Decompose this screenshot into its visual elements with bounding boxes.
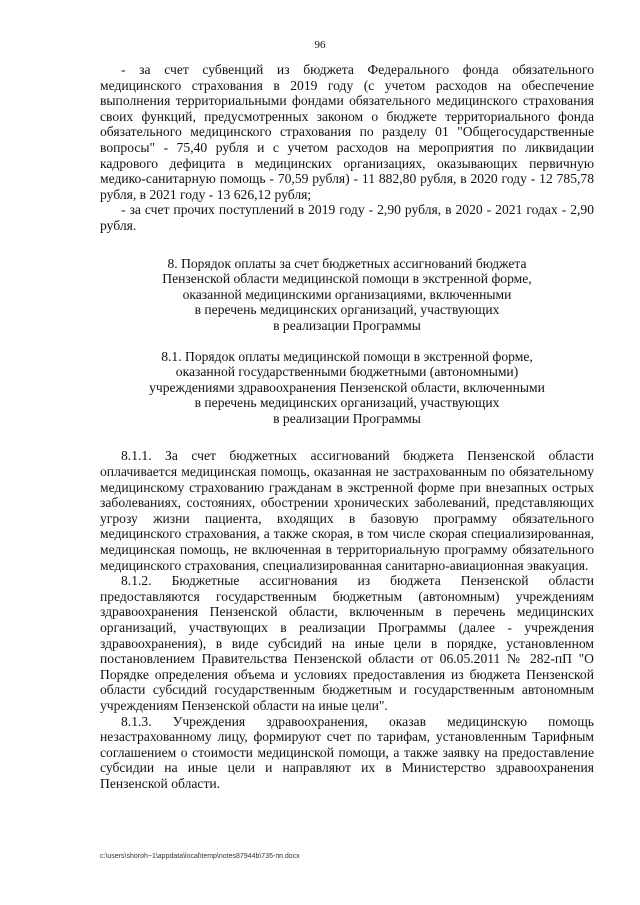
document-body	[100, 62, 594, 792]
paragraph-subventions: - за счет субвенций из бюджета Федерального фонда обязательного медицинского страхования в 2019 году (с учетом расходов на обеспечение выполнения территориальными фондами обязательного медицинского страхования своих функций, предусмотренных законом о бюджете территориального фонда обязательного медицинского страхования по разделу 01 "Общегосударственные вопросы" - 75,40 рубля и с учетом расходов на мероприятия по ликвидации кадрового дефицита в медицинских организациях, оказывающих первичную медико-санитарную помощь - 70,59 рубля) - 11 882,80 рубля, в 2020 году - 12 785,78 рубля, в 2021 году - 13 626,12 рубля;	[100, 62, 594, 202]
heading-line: в реализации Программы	[273, 317, 421, 333]
section-heading-8	[100, 256, 594, 334]
heading-line: 8. Порядок оплаты за счет бюджетных ассигнований бюджета	[167, 255, 527, 271]
heading-line: Пензенской области медицинской помощи в экстренной форме,	[162, 271, 532, 287]
paragraph-8-1-3: 8.1.3. Учреждения здравоохранения, оказав медицинскую помощь незастрахованному лицу, формируют счет по тарифам, установленным Тарифным соглашением о стоимости медицинской помощи, а также заявку на предоставление субсидии на иные цели и направляют их в Министерство здравоохранения Пензенской области.	[100, 713, 594, 791]
heading-line: 8.1. Порядок оплаты медицинской помощи в экстренной форме,	[161, 348, 533, 364]
section-heading-8-1	[100, 349, 594, 427]
heading-line: оказанной государственными бюджетными (автономными)	[175, 364, 519, 380]
paragraph-other-income: - за счет прочих поступлений в 2019 году - 2,90 рубля, в 2020 - 2021 годах - 2,90 рубля.	[100, 202, 594, 233]
paragraph-8-1-2: 8.1.2. Бюджетные ассигнования из бюджета Пензенской области предоставляются государственным бюджетным (автономным) учреждениям здравоохранения Пензенской области, включенным в перечень медицинских организаций, участвующих в реализации Программы (далее - учреждения здравоохранения), в виде субсидий на иные цели в порядке, установленном постановлением Правительства Пензенской области от 06.05.2011 № 282-пП "О Порядке определения объема и условиях предоставления из бюджета Пензенской области субсидий государственным бюджетным и государственным автономным учреждениям Пензенской области на иные цели".	[100, 573, 594, 713]
page-number: 96	[314, 39, 326, 51]
footer-file-path: c:\users\shoroh~1\appdata\local\temp\notes87944b\735-пп.docx	[100, 853, 300, 860]
heading-line: в перечень медицинских организаций, участвующих	[194, 302, 500, 318]
heading-line: в перечень медицинских организаций, участвующих	[194, 395, 500, 411]
heading-line: учреждениями здравоохранения Пензенской области, включенными	[149, 379, 545, 395]
heading-line: в реализации Программы	[273, 410, 421, 426]
paragraph-8-1-1: 8.1.1. За счет бюджетных ассигнований бюджета Пензенской области оплачивается медицинская помощь, оказанная не застрахованным по обязательному медицинскому страхованию гражданам в экстренной форме при внезапных острых заболеваниях, состояниях, обострении хронических заболеваний, представляющих угрозу жизни пациента, входящих в базовую программу обязательного медицинского страхования, а также скорая, в том числе скорая специализированная, медицинская помощь, не включенная в территориальную программу обязательного медицинского страхования, специализированная санитарно-авиационная эвакуация.	[100, 448, 594, 573]
heading-line: оказанной медицинскими организациями, включенными	[182, 286, 512, 302]
